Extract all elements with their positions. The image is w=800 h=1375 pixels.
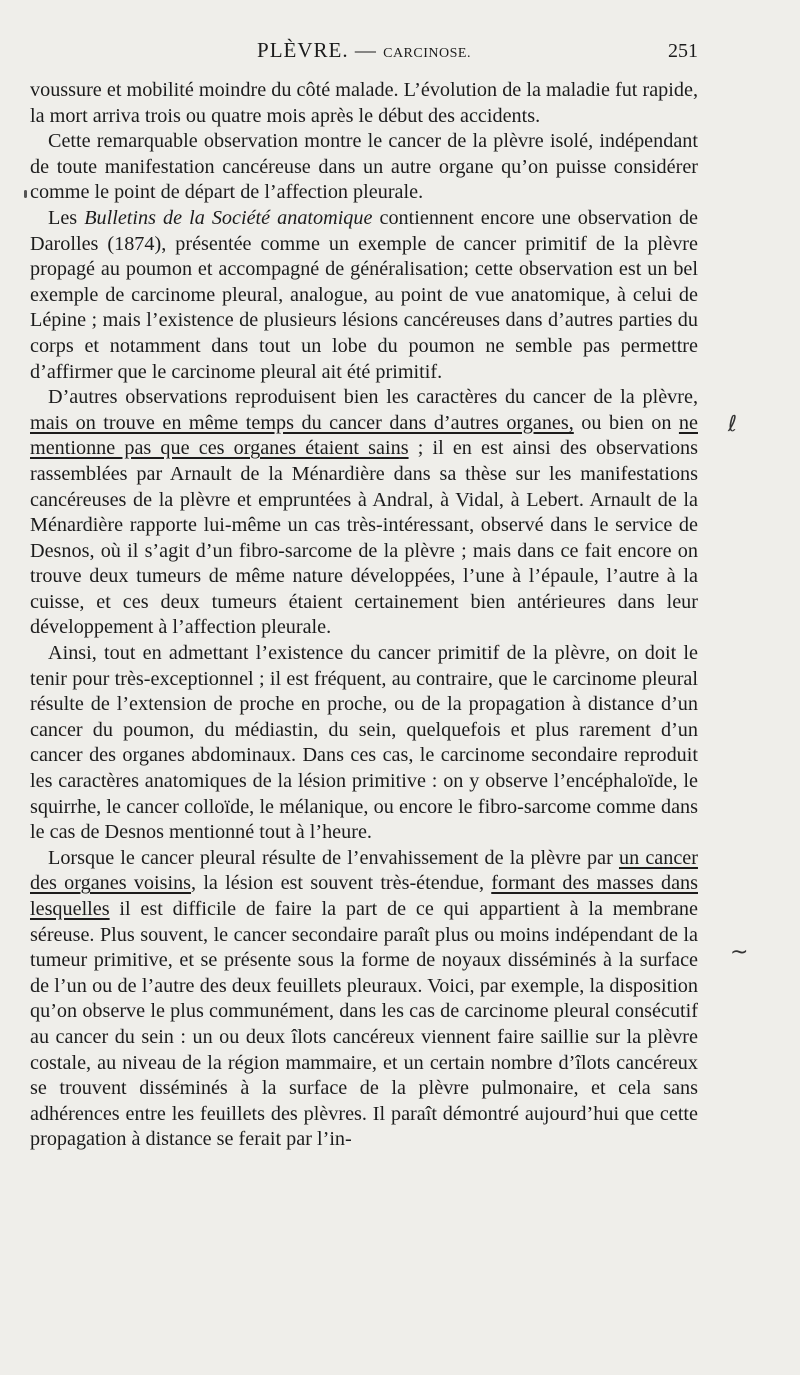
paragraph-3-start: Les — [48, 206, 85, 229]
running-title-subtitle: CARCINOSE. — [383, 46, 471, 61]
page-number: 251 — [668, 40, 698, 62]
journal-title: Bulletins de la Société anatomique — [84, 206, 373, 229]
paragraph-4 — [30, 385, 698, 641]
running-title — [30, 38, 698, 63]
paragraph-2: Cette remarquable observation montre le cancer de la plèvre isolé, indépendant de toute manifestation cancéreuse dans un autre organe qu’on puisse considérer comme le point de départ de l’affection pleurale. — [30, 130, 698, 204]
underlined-passage-4: formant des masses dans lesquelles — [30, 872, 698, 920]
book-page — [30, 38, 698, 1153]
paragraph-4-c: ; il en est ainsi des observations rassemblées par Arnault de la Ménardière dans sa thèse sur les manifestations cancéreuses de la plèvre et empruntées à Andral, à Vidal, à Lebert. Arnault de la Ménardière rapporte lui-même un cas très-intéressant, observé dans le service de Desnos, où il s’agit d’un fibro-sarcome de la plèvre ; mais dans ce fait encore on trouve deux tumeurs de même nature développées, l’une à l’épaule, l’autre à la cuisse, et ces deux tumeurs étaient certainement bien antérieures dans leur développement à l’affection pleurale. — [30, 437, 699, 639]
underlined-passage-1: mais on trouve en même temps du cancer dans d’autres organes, — [30, 411, 574, 434]
handwritten-margin-mark-1: ℓ — [728, 412, 738, 437]
body-text — [30, 78, 698, 1153]
paragraph-4-b: ou bien on — [573, 411, 679, 434]
handwritten-margin-mark-2: ~ — [730, 940, 749, 965]
paragraph-6-c: il est difficile de faire la part de ce qui appartient à la membrane séreuse. Plus souvent, le cancer secondaire paraît plus ou moins indépendant de la tumeur primitive, et se présente sous la forme de noyaux disséminés à la surface de l’un ou de l’autre des deux feuillets pleuraux. Voici, par exemple, la disposition qu’on observe le plus communément, dans les cas de carcinome pleural consécutif au cancer du sein : un ou deux îlots cancéreux viennent faire saillie sur la plèvre costale, au niveau de la région mammaire, et un certain nombre d’îlots cancéreux se trouvent disséminés à la surface de la plèvre pulmonaire, et cela sans adhérences entre les feuillets des plèvres. Il paraît démontré aujourd’hui que cette propagation à distance se ferait par l’in- — [30, 898, 698, 1151]
paragraph-6-b: , la lésion est souvent très-étendue, — [191, 872, 492, 895]
paragraph-4-a: D’autres observations reproduisent bien les caractères du cancer de la plèvre, — [48, 386, 698, 409]
paragraph-6-a: Lorsque le cancer pleural résulte de l’envahissement de la plèvre par — [48, 846, 619, 869]
paragraph-5: Ainsi, tout en admettant l’existence du cancer primitif de la plèvre, on doit le tenir pour très-exceptionnel ; il est fréquent, au contraire, que le carcinome pleural résulte de l’extension de proche en proche, ou de la propagation à distance d’un cancer du poumon, du médiastin, du sein, quelquefois et plus rarement d’un cancer des organes abdominaux. Dans ces cas, le carcinome secondaire reproduit les caractères anatomiques de la lésion primitive : on y observe l’encéphaloïde, le squirrhe, le cancer colloïde, le mélanique, ou encore le fibro-sarcome comme dans le cas de Desnos mentionné tout à l’heure. — [30, 642, 698, 844]
page-speck — [24, 190, 27, 198]
paragraph-3-rest: contiennent encore une observation de Darolles (1874), présentée comme un exemple de cancer primitif de la plèvre propagé au poumon et accompagné de généralisation; cette observation est un bel exemple de carcinome pleural, analogue, au point de vue anatomique, à celui de Lépine ; mais l’existence de plusieurs lésions cancéreuses dans d’autres parties du corps et notamment dans tout un lobe du poumon ne semble pas permettre d’affirmer que le carcinome pleural ait été primitif. — [30, 206, 698, 383]
underlined-passage-3: un cancer des organes voisins — [30, 846, 698, 895]
underlined-passage-2: ne mentionne pas que ces organes étaient sains — [30, 411, 698, 460]
running-title-dash: — — [354, 38, 377, 62]
paragraph-1: voussure et mobilité moindre du côté malade. L’évolution de la maladie fut rapide, la mort arriva trois ou quatre mois après le début des accidents. — [30, 79, 698, 127]
paragraph-3 — [30, 206, 698, 385]
paragraph-6 — [30, 846, 698, 1153]
page-header — [30, 38, 698, 78]
running-title-main: PLÈVRE. — [257, 38, 349, 62]
